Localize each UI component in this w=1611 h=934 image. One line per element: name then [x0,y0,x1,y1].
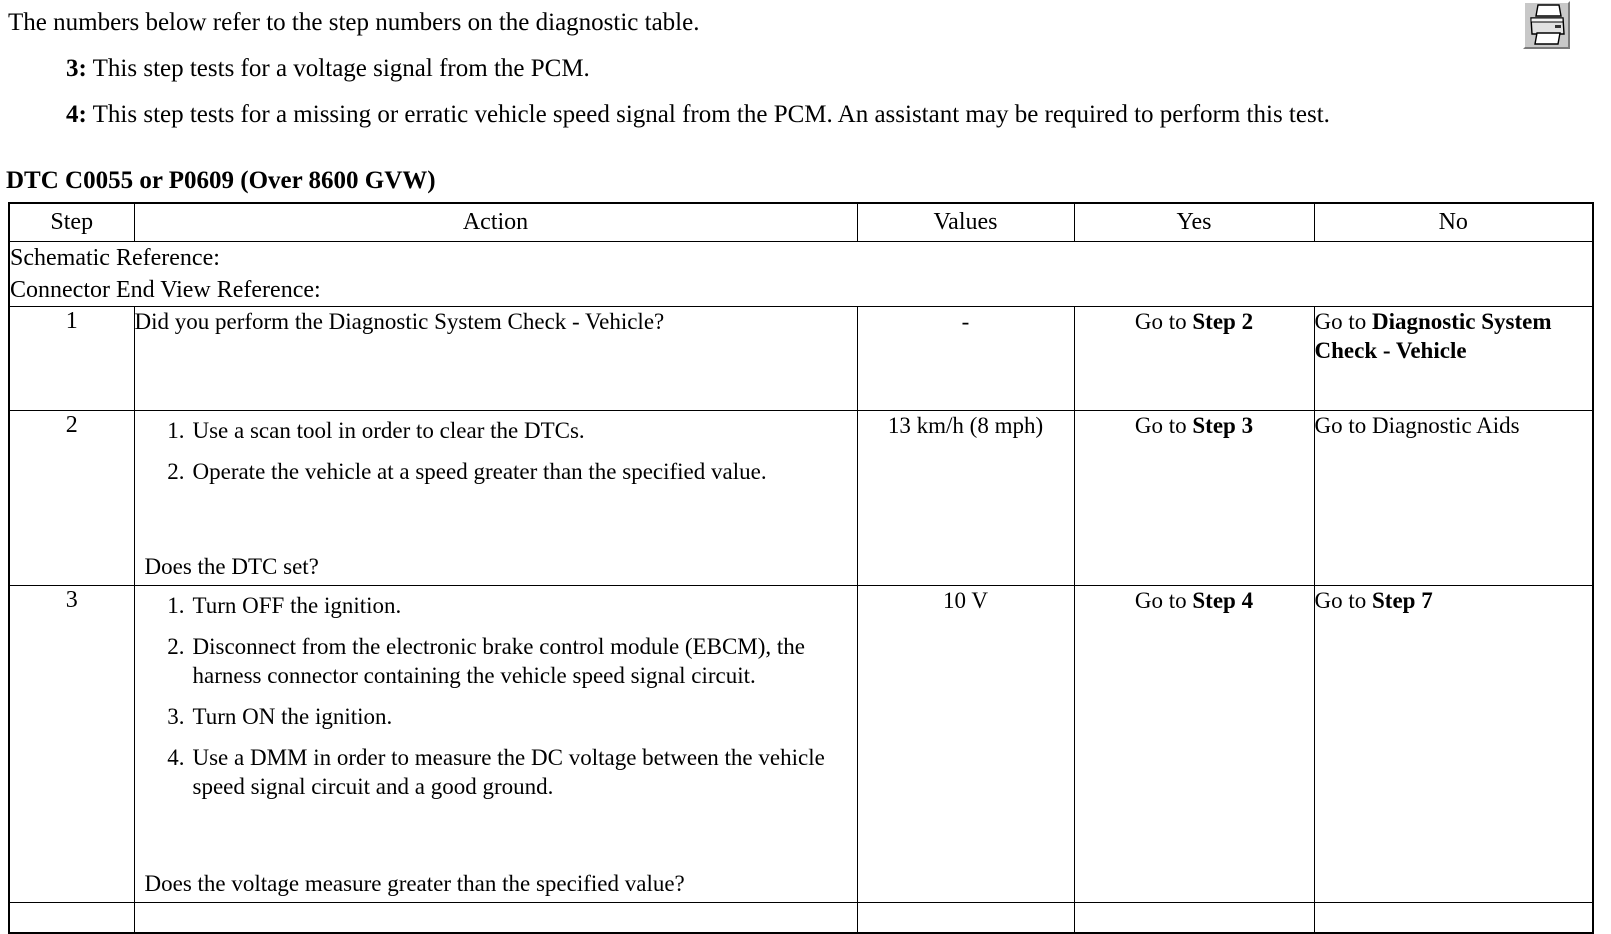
action-step-item: Turn OFF the ignition. [192,593,402,618]
step-number: 1 [9,307,134,411]
action-tail-question: Does the DTC set? [144,554,319,579]
yes-target[interactable]: Step 3 [1192,413,1254,438]
no-cell [1314,903,1593,933]
yes-target[interactable]: Step 2 [1192,309,1254,334]
header-step: Step [9,203,134,242]
no-prefix: Go to [1314,588,1372,613]
yes-prefix: Go to [1134,413,1193,438]
intro-note-3-text: This step tests for a voltage signal from the PCM. [92,55,590,82]
yes-cell [1074,586,1314,903]
connector-end-view-reference-label: Connector End View Reference: [10,277,321,303]
print-button[interactable] [1523,1,1570,49]
table-row [9,411,1593,586]
printer-icon [1525,3,1568,47]
step-number: 2 [9,411,134,586]
intro-block [8,8,1488,130]
header-no: No [1314,203,1593,242]
header-yes: Yes [1074,203,1314,242]
action-step-item: Use a scan tool in order to clear the DTCs. [192,418,585,443]
yes-prefix: Go to [1134,309,1193,334]
reference-row [9,242,1593,307]
intro-note-3 [66,54,1488,84]
action-lead-question: Did you perform the Diagnostic System Check - Vehicle? [134,309,665,334]
header-values: Values [857,203,1074,242]
diagnostic-table [8,202,1594,934]
no-prefix[interactable]: Go to Diagnostic Aids [1314,413,1520,438]
intro-note-3-number: 3: [66,55,87,82]
no-target[interactable]: Step 7 [1372,588,1433,613]
values-cell: 10 V [857,586,1074,903]
action-cell [134,411,857,586]
intro-note-4-text: This step tests for a missing or erratic vehicle speed signal from the PCM. An assistant may be required to perform this test. [92,101,1330,128]
intro-note-4 [66,100,1488,130]
action-step-list [135,591,857,801]
action-tail-question: Does the voltage measure greater than the specified value? [144,871,685,896]
table-row [9,903,1593,933]
values-cell: - [857,307,1074,411]
action-step-item: Operate the vehicle at a speed greater than the specified value. [192,459,767,484]
table-header-row [9,203,1593,242]
yes-prefix: Go to [1134,588,1193,613]
yes-cell [1074,307,1314,411]
action-step-item: Turn ON the ignition. [192,704,393,729]
reference-cell [9,242,1593,307]
action-cell [134,307,857,411]
values-cell: 13 km/h (8 mph) [857,411,1074,586]
schematic-reference-label: Schematic Reference: [10,245,220,271]
yes-cell [1074,903,1314,933]
action-cell [134,586,857,903]
no-target[interactable]: Diagnostic System Check - Vehicle [1314,309,1552,363]
no-cell [1314,411,1593,586]
yes-cell [1074,411,1314,586]
values-cell [857,903,1074,933]
action-step-item: Use a DMM in order to measure the DC voltage between the vehicle speed signal circuit and a good ground. [192,745,825,799]
no-cell [1314,307,1593,411]
header-action: Action [134,203,857,242]
intro-lead-text: The numbers below refer to the step numbers on the diagnostic table. [8,9,700,36]
yes-target[interactable]: Step 4 [1192,588,1254,613]
action-step-item: Disconnect from the electronic brake control module (EBCM), the harness connector containing the vehicle speed signal circuit. [192,634,805,688]
dtc-title: DTC C0055 or P0609 (Over 8600 GVW) [6,167,436,194]
step-number: 3 [9,586,134,903]
table-row [9,307,1593,411]
step-number [9,903,134,933]
action-cell [134,903,857,933]
no-prefix: Go to [1314,309,1372,334]
table-row [9,586,1593,903]
intro-note-4-number: 4: [66,101,87,128]
no-cell [1314,586,1593,903]
action-step-list [135,416,857,486]
